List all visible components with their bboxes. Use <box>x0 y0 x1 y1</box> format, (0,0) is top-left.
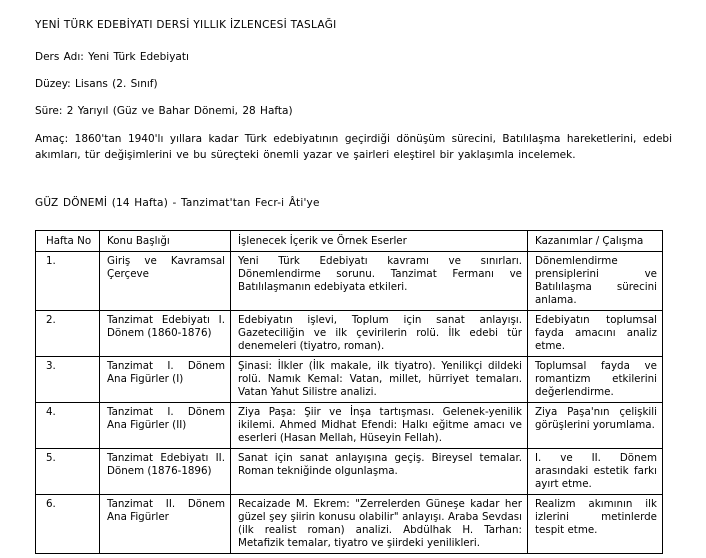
outcomes-cell: Dönemlendirme prensiplerini ve Batılılaşma sürecini anlama. <box>528 252 663 311</box>
table-header-row <box>36 231 663 252</box>
topic-cell: Tanzimat Edebiyatı II. Dönem (1876-1896) <box>100 449 231 495</box>
week-number-cell: 6. <box>36 495 100 554</box>
outcomes-cell: Ziya Paşa'nın çelişkili görüşlerini yorumlama. <box>528 403 663 449</box>
schedule-row <box>36 252 663 311</box>
schedule-table-body <box>36 252 663 554</box>
course-name-line: Ders Adı: Yeni Türk Edebiyatı <box>35 51 189 63</box>
purpose-paragraph: Amaç: 1860'tan 1940'lı yıllara kadar Türk edebiyatının geçirdiği dönüşüm sürecini, Batılılaşma hareketlerini, edebi akımları, tür değişimlerini ve bu süreçteki önemli yazar ve şairleri eleştirel bir yaklaşımla incelemek. <box>35 133 672 161</box>
outcomes-cell: Toplumsal fayda ve romantizm etkilerini değerlendirme. <box>528 357 663 403</box>
schedule-row <box>36 357 663 403</box>
week-number-cell: 2. <box>36 311 100 357</box>
week-number-cell: 4. <box>36 403 100 449</box>
outcomes-cell: I. ve II. Dönem arasındaki estetik farkı ayırt etme. <box>528 449 663 495</box>
schedule-table <box>35 230 663 554</box>
schedule-row <box>36 495 663 554</box>
header-content-works: İşlenecek İçerik ve Örnek Eserler <box>231 231 528 252</box>
week-number-cell: 1. <box>36 252 100 311</box>
topic-cell: Tanzimat Edebiyatı I. Dönem (1860-1876) <box>100 311 231 357</box>
topic-cell: Tanzimat I. Dönem Ana Figürler (I) <box>100 357 231 403</box>
content-cell: Ziya Paşa: Şiir ve İnşa tartışması. Gelenek-yenilik ikilemi. Ahmed Midhat Efendi: Halkı eğitme amacı ve eserleri (Hasan Mellah, Hüseyin Fellah). <box>231 403 528 449</box>
schedule-row <box>36 403 663 449</box>
outcomes-cell: Edebiyatın toplumsal fayda amacını analiz etme. <box>528 311 663 357</box>
week-number-cell: 5. <box>36 449 100 495</box>
topic-cell: Giriş ve Kavramsal Çerçeve <box>100 252 231 311</box>
level-line: Düzey: Lisans (2. Sınıf) <box>35 78 158 90</box>
outcomes-cell: Realizm akımının ilk izlerini metinlerde tespit etme. <box>528 495 663 554</box>
schedule-row <box>36 311 663 357</box>
topic-cell: Tanzimat II. Dönem Ana Figürler <box>100 495 231 554</box>
header-week-no: Hafta No <box>36 231 100 252</box>
header-topic-title: Konu Başlığı <box>100 231 231 252</box>
schedule-row <box>36 449 663 495</box>
semester-heading: GÜZ DÖNEMİ (14 Hafta) - Tanzimat'tan Fecr-i Âti'ye <box>35 197 320 209</box>
content-cell: Recaizade M. Ekrem: "Zerrelerden Güneşe kadar her güzel şey şiirin konusu olabilir" anlayışı. Araba Sevdası (ilk realist roman) analizi. Abdülhak H. Tarhan: Metafizik temalar, tiyatro ve şiirdeki yenilikleri. <box>231 495 528 554</box>
content-cell: Şinasi: İlkler (İlk makale, ilk tiyatro). Yenilikçi dildeki rolü. Namık Kemal: Vatan, millet, hürriyet temaları. Vatan Yahut Silistre analizi. <box>231 357 528 403</box>
content-cell: Sanat için sanat anlayışına geçiş. Bireysel temalar. Roman tekniğinde olgunlaşma. <box>231 449 528 495</box>
header-outcomes: Kazanımlar / Çalışma <box>528 231 663 252</box>
content-cell: Edebiyatın işlevi, Toplum için sanat anlayışı. Gazeteciliğin ve ilk çevirilerin rolü. İlk edebi tür denemeleri (tiyatro, roman). <box>231 311 528 357</box>
content-cell: Yeni Türk Edebiyatı kavramı ve sınırları. Dönemlendirme sorunu. Tanzimat Fermanı ve Batılılaşmanın edebiyata etkileri. <box>231 252 528 311</box>
page-title: YENİ TÜRK EDEBİYATI DERSİ YILLIK İZLENCESİ TASLAĞI <box>35 19 337 31</box>
week-number-cell: 3. <box>36 357 100 403</box>
duration-line: Süre: 2 Yarıyıl (Güz ve Bahar Dönemi, 28 Hafta) <box>35 105 293 117</box>
topic-cell: Tanzimat I. Dönem Ana Figürler (II) <box>100 403 231 449</box>
